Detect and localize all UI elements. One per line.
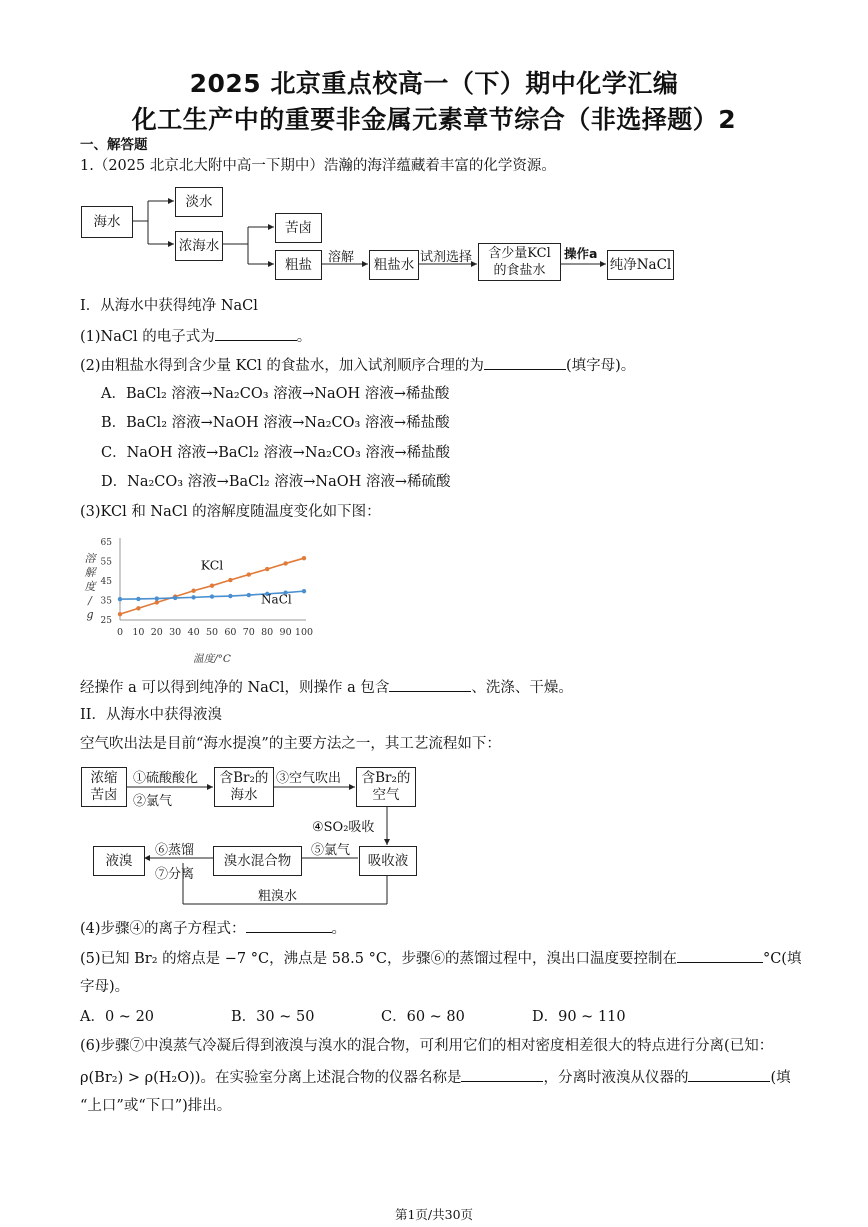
- x-tick-label: 60: [224, 627, 237, 638]
- kcl-series-label: KCl: [200, 557, 224, 573]
- y-axis-label: [85, 552, 98, 621]
- bromine-mixture-box: [213, 846, 302, 876]
- nacl-data-point: [302, 589, 306, 593]
- kcl-data-point: [247, 572, 251, 576]
- question-1-3: (3)KCl 和 NaCl 的溶解度随温度变化如下图：: [80, 504, 381, 520]
- nacl-data-point: [118, 597, 122, 601]
- y-tick-label: 65: [100, 538, 112, 548]
- x-tick-label: 0: [116, 627, 124, 638]
- liquid-bromine-label: 液溴: [105, 852, 133, 869]
- solubility-chart-svg: [80, 532, 320, 666]
- option-2b: B．BaCl₂ 溶液→NaOH 溶液→Na₂CO₃ 溶液→稀盐酸: [101, 415, 450, 431]
- q1-2-end: (填字母)。: [565, 358, 636, 374]
- br-air-box: [356, 767, 416, 807]
- q1-2-answer-blank[interactable]: [484, 355, 566, 370]
- nacl-data-point: [210, 594, 214, 598]
- br-seawater-line2: 海水: [230, 787, 258, 803]
- crude-salt-box: [275, 250, 322, 280]
- question-4: [80, 918, 346, 938]
- question-6-line2: [80, 1067, 791, 1087]
- flow2-connectors: [0, 760, 868, 910]
- crude-brine-label: 粗盐水: [373, 256, 415, 273]
- y-tick-label: 55: [100, 557, 112, 568]
- nacl-data-point: [173, 596, 177, 600]
- kcl-data-point: [302, 556, 306, 560]
- q4-end: 。: [331, 921, 347, 937]
- liquid-bromine-box: [93, 846, 145, 876]
- kcl-data-point: [265, 567, 269, 571]
- question-6-line1: (6)步骤⑦中溴蒸气冷凝后得到液溴与溴水的混合物，可利用它们的相对密度相差很大的特点进行分离(已知：: [80, 1038, 774, 1054]
- y-axis-label-char: 度: [84, 580, 96, 593]
- option-5a: A．0 ~ 20: [80, 1009, 155, 1025]
- question-6-line3: “上口”或“下口”)排出。: [80, 1098, 232, 1114]
- question-1-1: [80, 326, 311, 346]
- q6-end: (填: [770, 1070, 791, 1086]
- bromine-mixture-label: 溴水混合物: [223, 852, 292, 869]
- kcl-data-point: [155, 600, 159, 604]
- q1-2-text: (2)由粗盐水得到含少量 KCl 的食盐水，加入试剂顺序合理的为: [80, 358, 484, 374]
- q5-text: (5)已知 Br₂ 的熔点是 −7 °C，沸点是 58.5 °C，步骤⑥的蒸馏过程中，溴出口温度要控制在: [80, 951, 677, 967]
- step-5-label: ⑤氯气: [311, 843, 351, 858]
- x-tick-label: 50: [205, 627, 219, 638]
- x-axis-label: 温度/°C: [193, 653, 231, 665]
- y-tick-label: 25: [100, 616, 112, 626]
- option-2a: A．BaCl₂ 溶液→Na₂CO₃ 溶液→NaOH 溶液→稀盐酸: [101, 386, 450, 402]
- q5-answer-blank[interactable]: [677, 948, 763, 963]
- x-tick-label: 30: [169, 627, 182, 638]
- q6-mid: ，分离时液溴从仪器的: [543, 1070, 689, 1086]
- y-axis-label-char: 溶: [84, 552, 96, 565]
- x-tick-labels: [117, 627, 313, 638]
- question-1-2: [80, 355, 635, 375]
- concentrated-seawater-box: [175, 231, 223, 261]
- question-1-intro: 1.（2025 北京北大附中高一下期中）浩瀚的海洋蕴藏着丰富的化学资源。: [80, 158, 556, 174]
- x-tick-label: 40: [187, 627, 200, 638]
- nacl-data-point: [228, 594, 232, 598]
- freshwater-label: 淡水: [185, 193, 213, 210]
- page-subtitle: 化工生产中的重要非金属元素章节综合（非选择题）2: [131, 105, 737, 134]
- absorption-liquid-box: [359, 846, 417, 876]
- nacl-data-point: [136, 597, 140, 601]
- q6-apparatus-blank[interactable]: [461, 1067, 543, 1082]
- x-tick-label: 90: [279, 627, 292, 638]
- q1-3b-text: 经操作 a 可以得到纯净的 NaCl，则操作 a 包含: [80, 680, 390, 696]
- option-2d: D．Na₂CO₃ 溶液→BaCl₂ 溶液→NaOH 溶液→稀硫酸: [101, 474, 451, 490]
- q4-text: (4)步骤④的离子方程式：: [80, 921, 246, 937]
- option-5b: B．30 ~ 50: [231, 1009, 315, 1025]
- q6-outlet-blank[interactable]: [688, 1067, 770, 1082]
- kcl-data-point: [118, 612, 122, 616]
- part-2-heading: II．从海水中获得液溴: [80, 707, 222, 723]
- question-5: [80, 948, 801, 968]
- kcl-brine-box: [478, 243, 561, 281]
- kcl-brine-line2: 的食盐水: [493, 263, 546, 278]
- q1-1-text: (1)NaCl 的电子式为: [80, 329, 215, 345]
- y-tick-label: 45: [100, 577, 112, 587]
- pure-nacl-label: 纯净NaCl: [609, 256, 672, 273]
- x-tick-label: 10: [132, 627, 145, 638]
- kcl-data-point: [136, 606, 140, 610]
- seawater-label: 海水: [93, 213, 121, 230]
- q4-answer-blank[interactable]: [246, 918, 332, 933]
- chart-series-labels: [201, 557, 292, 606]
- conc-bittern-line1: 浓缩: [90, 770, 118, 786]
- br-air-line1: 含Br₂的: [361, 770, 411, 786]
- step-3-label: ③空气吹出: [276, 771, 342, 786]
- question-5-line2: 字母)。: [80, 979, 130, 995]
- y-axis-label-char: g: [86, 608, 94, 621]
- kcl-data-point: [191, 589, 195, 593]
- kcl-brine-line1: 含少量KCl: [488, 246, 551, 261]
- nacl-data-point: [247, 593, 251, 597]
- section-heading: 一、解答题: [80, 137, 148, 153]
- concentrated-bittern-box: [81, 767, 127, 807]
- dissolve-label: 溶解: [328, 250, 355, 265]
- br-seawater-line1: 含Br₂的: [219, 770, 269, 786]
- option-5d: D．90 ~ 110: [532, 1009, 626, 1025]
- crude-brine-box: [369, 250, 419, 280]
- br-seawater-box: [214, 767, 274, 807]
- step-1-label: ①硫酸酸化: [133, 771, 199, 786]
- x-tick-label: 20: [150, 627, 163, 638]
- option-5c: C．60 ~ 80: [381, 1009, 465, 1025]
- q1-3b-end: 、洗涤、干燥。: [471, 680, 573, 696]
- pure-nacl-box: [607, 250, 674, 280]
- nacl-data-point: [155, 596, 159, 600]
- kcl-data-point: [228, 578, 232, 582]
- q6-text: ρ(Br₂) > ρ(H₂O))。在实验室分离上述混合物的仪器名称是: [80, 1070, 462, 1086]
- step-2-label: ②氯气: [133, 794, 173, 809]
- br-air-line2: 空气: [372, 787, 400, 803]
- x-tick-label: 70: [242, 627, 255, 638]
- nacl-data-point: [191, 595, 195, 599]
- crude-salt-label: 粗盐: [285, 256, 312, 273]
- y-axis-label-char: /: [88, 594, 92, 607]
- x-tick-label: 80: [261, 627, 274, 638]
- bittern-label: 苦卤: [285, 219, 312, 236]
- page-footer: 第1页/共30页: [394, 1207, 474, 1222]
- seawater-box: [81, 206, 133, 238]
- kcl-data-point: [210, 583, 214, 587]
- freshwater-box: [175, 187, 223, 217]
- kcl-data-point: [283, 561, 287, 565]
- reagent-selection-label: 试剂选择: [420, 250, 473, 265]
- seawater-flow-diagram: [0, 0, 868, 300]
- step-4-label: ④SO₂吸收: [312, 820, 375, 835]
- y-axis-label-char: 解: [84, 566, 96, 579]
- step-6-label: ⑥蒸馏: [155, 843, 195, 858]
- solubility-chart: [80, 532, 320, 666]
- q1-3b-answer-blank[interactable]: [389, 677, 471, 692]
- page-title: 2025 北京重点校高一（下）期中化学汇编: [189, 69, 679, 98]
- x-tick-label: 100: [294, 627, 314, 638]
- y-tick-label: 35: [100, 596, 112, 607]
- bromine-flow-diagram: [0, 760, 868, 910]
- q5-end: °C(填: [762, 951, 802, 967]
- option-2c: C．NaOH 溶液→BaCl₂ 溶液→Na₂CO₃ 溶液→稀盐酸: [101, 445, 451, 461]
- absorption-liquid-label: 吸收液: [367, 852, 409, 869]
- concentrated-seawater-label: 浓海水: [178, 237, 220, 254]
- crude-bromine-water-label: 粗溴水: [258, 889, 298, 904]
- bittern-box: [275, 213, 322, 243]
- y-tick-labels: [101, 538, 113, 626]
- step-7-label: ⑦分离: [155, 867, 195, 882]
- question-1-3b: [80, 677, 573, 697]
- nacl-series-label: NaCl: [261, 592, 292, 607]
- q1-1-end: 。: [296, 329, 312, 345]
- part-1-heading: I．从海水中获得纯净 NaCl: [80, 298, 258, 314]
- chart-axes: [120, 538, 306, 620]
- q1-1-answer-blank[interactable]: [215, 326, 297, 341]
- conc-bittern-line2: 苦卤: [90, 787, 118, 803]
- part-2-intro: 空气吹出法是目前“海水提溴”的主要方法之一，其工艺流程如下：: [80, 736, 501, 752]
- operation-a-label: 操作a: [564, 246, 598, 261]
